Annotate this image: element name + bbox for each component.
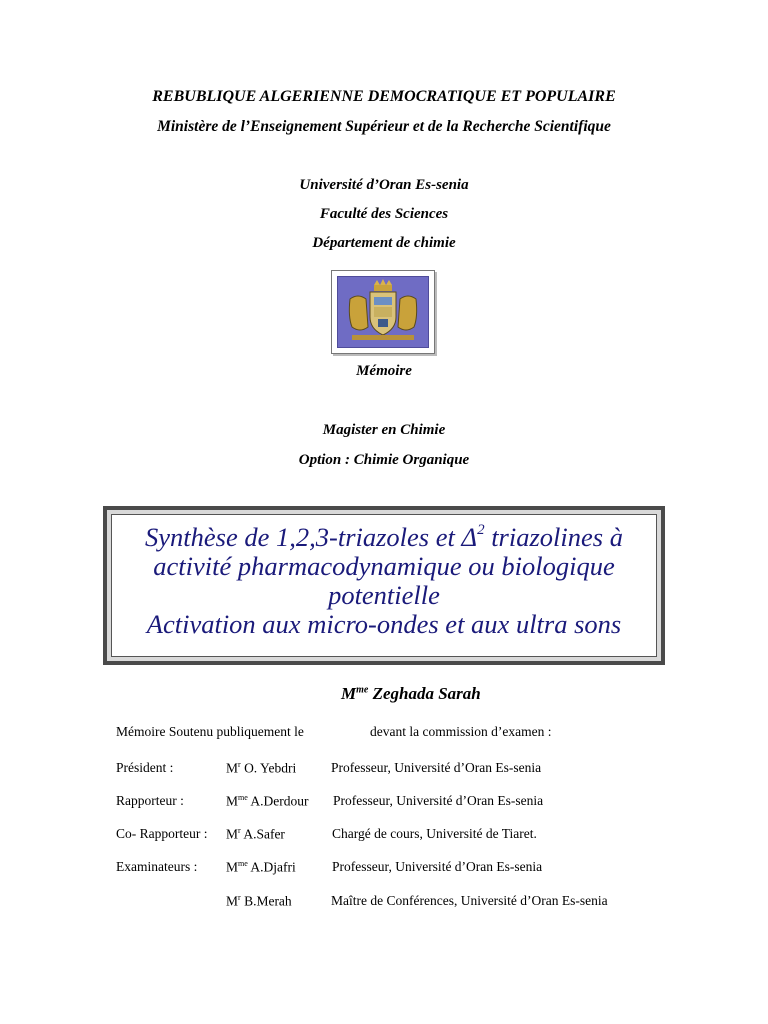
committee-affiliation: Maître de Conférences, Université d’Oran Es-senia (331, 893, 608, 908)
university-logo (331, 270, 435, 354)
committee-member: $M^r$ O. Yebdri (226, 760, 297, 776)
committee-role: Examinateurs : (116, 859, 198, 874)
thesis-title-line-2: activité pharmacodynamique ou biologique (153, 551, 615, 581)
department-name: Département de chimie (312, 235, 456, 251)
thesis-title (111, 514, 657, 657)
degree-option: Option : Chimie Organique (298, 452, 470, 468)
author-name: $M^{me}$ Zeghada Sarah (341, 684, 481, 703)
defense-intro-2: devant la commission d’examen : (370, 724, 552, 739)
university-crest-icon (337, 276, 429, 348)
faculty-name: Faculté des Sciences (319, 206, 449, 222)
committee-member: $M^r$ A.Safer (226, 826, 285, 842)
document-type: Mémoire (356, 363, 412, 379)
committee-affiliation: Professeur, Université d’Oran Es-senia (332, 859, 543, 874)
thesis-title-line-3: potentielle (328, 580, 440, 610)
thesis-title-box (103, 506, 665, 665)
committee-affiliation: Professeur, Université d’Oran Es-senia (331, 760, 542, 775)
committee-member: $M^r$ B.Merah (226, 893, 292, 909)
committee-role: Rapporteur : (116, 793, 184, 808)
committee-affiliation: Chargé de cours, Université de Tiaret. (332, 826, 537, 841)
thesis-title-line-4: Activation aux micro-ondes et aux ultra sons (146, 609, 622, 639)
defense-intro: Mémoire Soutenu publiquement le (116, 724, 304, 739)
university-name: Université d’Oran Es-senia (299, 177, 469, 193)
ministry-heading: Ministère de l’Enseignement Supérieur et de la Recherche Scientifique (157, 118, 611, 135)
committee-member: $M^{me}$ A.Djafri (226, 859, 296, 875)
republic-heading: REBUBLIQUE ALGERIENNE DEMOCRATIQUE ET POPULAIRE (152, 88, 616, 105)
degree-title: Magister en Chimie (322, 422, 446, 438)
committee-member: $M^{me}$ A.Derdour (226, 793, 309, 809)
committee-role: Co- Rapporteur : (116, 826, 208, 841)
committee-affiliation: Professeur, Université d’Oran Es-senia (333, 793, 544, 808)
committee-role: Président : (116, 760, 174, 775)
thesis-title-line-1: Synthèse de 1,2,3-triazoles et $\Delta^2$ triazolines à (145, 522, 623, 552)
